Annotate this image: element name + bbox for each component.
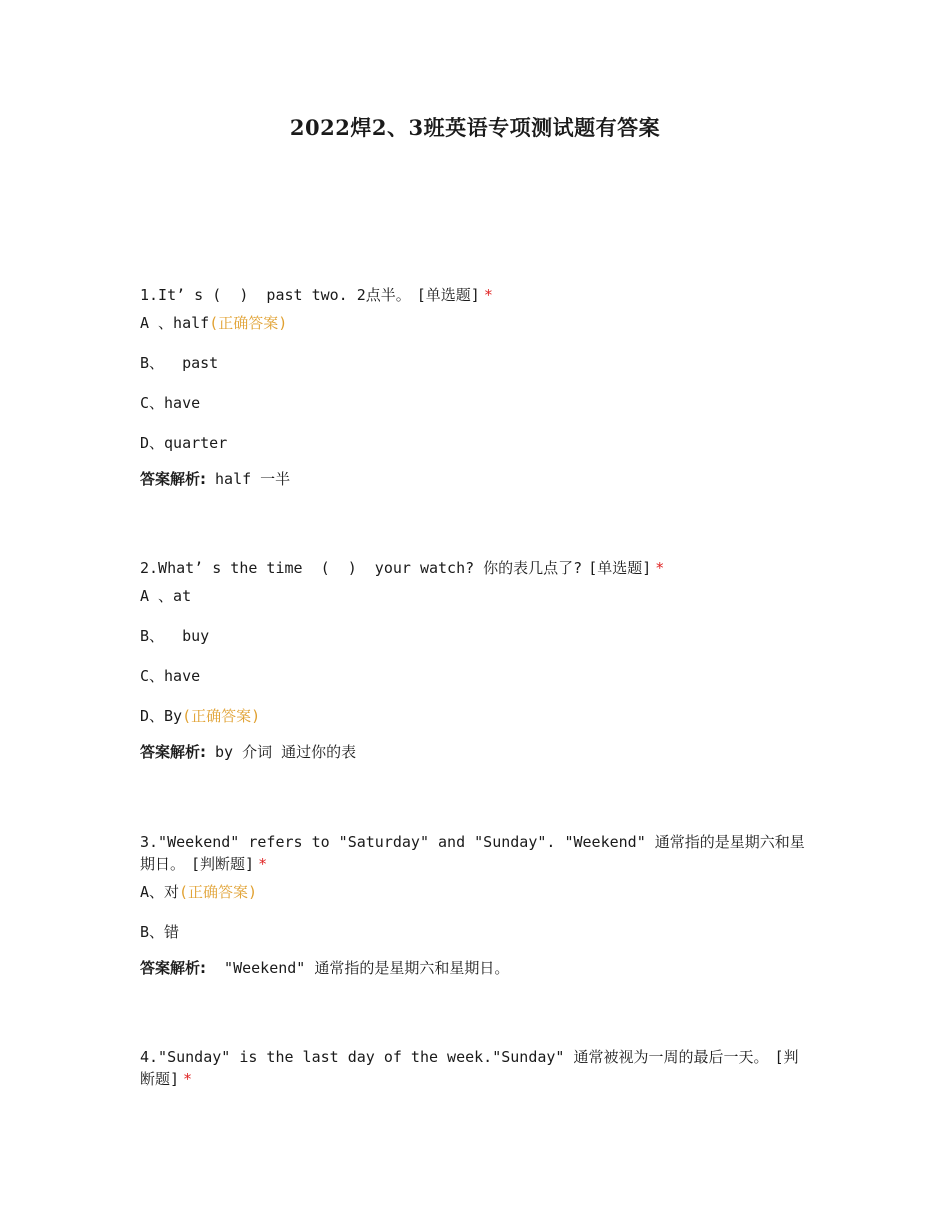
question-stem bbox=[140, 831, 810, 875]
question-text: 2.What’ s the time ( ) your watch? 你的表几点了? bbox=[140, 559, 583, 577]
option-a bbox=[140, 585, 810, 607]
analysis-text: by 介词 通过你的表 bbox=[206, 743, 357, 761]
analysis-text: "Weekend" 通常指的是星期六和星期日。 bbox=[206, 959, 510, 977]
analysis-text: half 一半 bbox=[206, 470, 291, 488]
correct-answer-tag: (正确答案) bbox=[182, 707, 261, 725]
question-text: 1.It’ s ( ) past two. 2点半。 bbox=[140, 286, 411, 304]
option-label: B、 past bbox=[140, 354, 219, 372]
question-type: [判断题] bbox=[140, 1048, 799, 1088]
option-label: A、对 bbox=[140, 883, 180, 901]
question-type: [判断题] bbox=[191, 855, 255, 873]
option-b bbox=[140, 352, 810, 374]
question-type: [单选题] bbox=[588, 559, 652, 577]
question-1 bbox=[140, 284, 810, 490]
option-d bbox=[140, 705, 810, 727]
question-4 bbox=[140, 1046, 810, 1096]
option-label: B、 buy bbox=[140, 627, 210, 645]
option-a bbox=[140, 312, 810, 334]
option-c bbox=[140, 392, 810, 414]
option-c bbox=[140, 665, 810, 687]
question-text: 4."Sunday" is the last day of the week."Sunday" 通常被视为一周的最后一天。 bbox=[140, 1048, 769, 1066]
required-mark: * bbox=[183, 1070, 193, 1088]
option-label: C、have bbox=[140, 394, 201, 412]
question-stem bbox=[140, 557, 810, 579]
correct-answer-tag: (正确答案) bbox=[209, 314, 288, 332]
option-label: B、错 bbox=[140, 923, 180, 941]
option-label: C、have bbox=[140, 667, 201, 685]
correct-answer-tag: (正确答案) bbox=[179, 883, 258, 901]
option-label: D、By bbox=[140, 707, 183, 725]
analysis-label: 答案解析: bbox=[140, 959, 206, 977]
answer-analysis bbox=[140, 957, 810, 979]
option-b bbox=[140, 625, 810, 647]
answer-analysis bbox=[140, 741, 810, 763]
option-a bbox=[140, 881, 810, 903]
analysis-label: 答案解析: bbox=[140, 743, 206, 761]
required-mark: * bbox=[655, 559, 665, 577]
question-stem bbox=[140, 284, 810, 306]
page-title: 2022焊2、3班英语专项测试题有答案 bbox=[289, 115, 661, 140]
required-mark: * bbox=[483, 286, 493, 304]
answer-analysis bbox=[140, 468, 810, 490]
question-text: 3."Weekend" refers to "Saturday" and "Sunday". "Weekend" 通常指的是星期六和星期日。 bbox=[140, 833, 805, 873]
question-3 bbox=[140, 831, 810, 979]
question-stem bbox=[140, 1046, 810, 1090]
question-type: [单选题] bbox=[416, 286, 480, 304]
question-2 bbox=[140, 557, 810, 763]
option-b bbox=[140, 921, 810, 943]
option-label: A 、at bbox=[140, 587, 192, 605]
option-label: A 、half bbox=[140, 314, 210, 332]
option-d bbox=[140, 432, 810, 454]
required-mark: * bbox=[258, 855, 268, 873]
analysis-label: 答案解析: bbox=[140, 470, 206, 488]
option-label: D、quarter bbox=[140, 434, 228, 452]
